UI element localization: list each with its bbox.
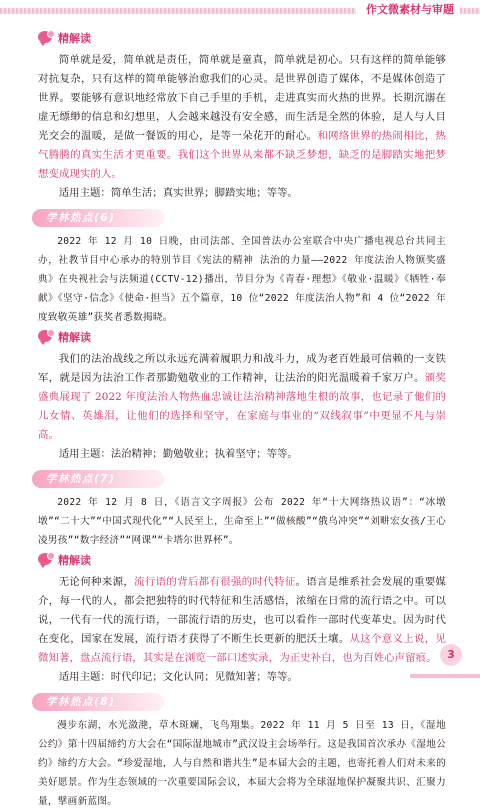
material-paragraph: 漫步东湖，水光潋滟，草木斑斓，飞鸟翔集。2022 年 11 月 5 日至 13 日，《湿地公约》第十四届缔约方大会在“国际湿地城市”武汉设主会场举行。这是我国首次承办《湿地公约》缔约方大会。“珍爱湿地，人与自然和谐共生”是本届大会的主题，也寄托着人们对未来的美好愿景。作为生态领域的一次重要国际会议，本届大会将为全球湿地保护凝聚共识、汇聚力量，擘画新蓝图。 [38, 720, 446, 807]
interpretation-heading [38, 550, 446, 570]
interpretation-paragraph [38, 51, 446, 184]
applicable-themes: 适用主题：时代印记；文化认同；见微知著；等等。 [58, 671, 298, 683]
highlighted-text: 从这个意义上说，见微知著，盘点流行语，其实是在浏览一部口述实录，为正史补白，也为百姓心声留痕。 [38, 633, 446, 664]
speech-bubble-icon [38, 552, 56, 568]
hot-topic-label: 学林热点(6) [46, 212, 116, 224]
page-header [0, 0, 480, 22]
header-title: 作文微素材与审题 [356, 1, 460, 19]
applicable-themes: 适用主题：法治精神；勤勉敬业；执着坚守；等等。 [58, 448, 298, 460]
highlighted-text: 颁奖盛典展现了 2022 年度法治人物热血忠诚让法治精神落地生根的故事，也记录了他们的儿女情、英雄泪，让他们的选择和坚守，在家庭与事业的“双线叙事”中更显不凡与崇高。 [38, 372, 446, 441]
footer-decor-band [410, 674, 480, 678]
interpretation-heading [38, 327, 446, 347]
material-heading [32, 207, 446, 229]
material-heading [32, 468, 446, 490]
material-paragraph: 2022 年 12 月 8 日，《语言文字周报》公布 2022 年“十大网络热议语”：“冰墩墩”“二十大”“中国式现代化”“人民至上，生命至上”“做核酸”“俄乌冲突”“刘畊宏女孩/王心凌男孩”“数字经济”“网课”“卡塔尔世界杯”。 [38, 497, 446, 546]
highlighted-text: 和网络世界的热闹相比，热气腾腾的真实生活才更重要。我们这个世界从来都不缺乏梦想，缺乏的是脚踏实地把梦想变成现实的人。 [38, 130, 446, 180]
body-text: 我们的法治战线之所以永远充满着履职力和战斗力，成为老百姓最可信赖的一支铁军，就是因为法治工作者那勤勉敬业的工作精神，让法治的阳光温暖着千家万户。 [38, 353, 446, 384]
hot-topic-label: 学林热点(7) [46, 473, 116, 485]
body-text: 。语言是维系社会发展的重要媒介，每一代的人，都会把独特的时代特征和生活感悟，浓缩在日常的流行语之中。可以说，一代有一代的流行语，一部流行语的历史，也可以看作一部时代变革史。因为时代在变化，国家在发展，流行语才获得了不断生长更新的肥沃土壤。 [38, 576, 447, 645]
hot-topic-tag [32, 693, 164, 711]
interpretation-heading [38, 28, 446, 48]
applicable-themes: 适用主题：简单生活；真实世界；脚踏实地；等等。 [58, 187, 298, 199]
page-content [38, 28, 446, 811]
interpretation-paragraph [38, 350, 446, 445]
speech-bubble-icon [38, 329, 56, 345]
material-paragraph: 2022 年 12 月 10 日晚，由司法部、全国普法办公室联合中央广播电视总台共同主办，社教节目中心承办的特别节目《宪法的精神 法治的力量——2022 年度法治人物颁奖盛典》在央视社会与法频道(CCTV-12)播出，节目分为《青春·理想》《敬业·温暖》《牺牲·奉献》《坚守·信念》《使命·担当》五个篇章，10 位“2022 年度法治人物”和 4 位“2022 年度致敬英雄”获奖者悉数揭晓。 [38, 236, 446, 323]
interpretation-title: 精解读 [58, 554, 91, 567]
interpretation-title: 精解读 [58, 331, 91, 344]
interpretation-paragraph [38, 573, 446, 668]
hot-topic-tag [32, 470, 164, 488]
highlighted-text: 流行语的背后都有很强的时代特征 [134, 576, 296, 588]
speech-bubble-icon [38, 30, 56, 46]
body-text: 无论何种来源， [58, 576, 135, 588]
page-number: 3 [440, 644, 462, 666]
interpretation-title: 精解读 [58, 32, 91, 45]
body-text: 简单就是爱，简单就是责任，简单就是童真，简单就是初心。只有这样的简单能够对抗复杂，只有这样的简单能够治愈我们的心灵。是世界创造了媒体，不是媒体创造了世界。要能够有意识地经常放下自己手里的手机，走进真实而火热的世界。长期沉溺在虚无缥缈的信息和幻想里，人会越来越没有安全感，而生活是全然的体验，是人与人目光交会的温暖，是做一餐饭的用心，是等一朵花开的耐心。 [38, 54, 446, 142]
material-heading [32, 691, 446, 713]
hot-topic-tag [32, 209, 164, 227]
hot-topic-label: 学林热点(8) [46, 696, 116, 708]
